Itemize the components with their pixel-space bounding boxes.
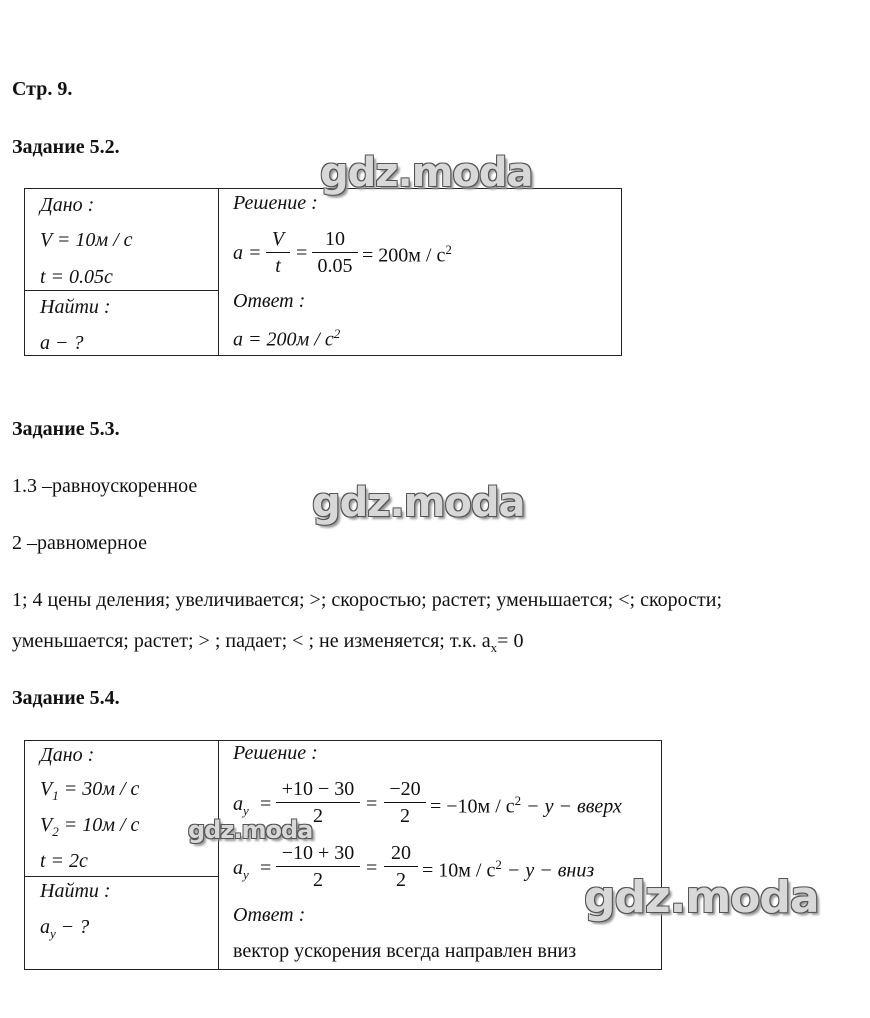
result-exponent: 2 (495, 857, 502, 872)
given-time: t = 0.05с (40, 266, 113, 288)
fraction-numerator: V (271, 228, 285, 250)
row-divider (24, 876, 218, 877)
fraction-denominator: 0.05 (317, 255, 353, 277)
answer-value (233, 326, 340, 352)
line-4-text: уменьшается; растет; > ; падает; < ; не изменяется; т.к. a (12, 630, 491, 652)
watermark-4: gdz.moda (584, 872, 819, 923)
find-label: Найти : (40, 296, 111, 318)
eq2-lhs (233, 857, 249, 883)
task-5-3-title: Задание 5.3. (12, 418, 120, 440)
fraction-numerator: −20 (389, 778, 421, 800)
given-label: Дано : (40, 744, 95, 766)
fraction-numerator: 20 (391, 842, 411, 864)
task-5-2-title: Задание 5.2. (12, 136, 120, 158)
fraction-bar (384, 802, 426, 803)
fraction-numerator: −10 + 30 (281, 842, 355, 864)
column-divider (218, 188, 219, 356)
fraction-denominator: 2 (313, 869, 323, 891)
var: a (40, 916, 50, 938)
task-5-3-line-4 (12, 630, 523, 656)
fraction-bar (312, 252, 358, 253)
result-text: = −10м / с (430, 795, 515, 818)
eq2-fraction-1 (276, 842, 360, 891)
fraction-numerator: 10 (325, 228, 345, 250)
answer-label: Ответ : (233, 904, 306, 926)
sub: 2 (52, 824, 59, 839)
sub: y (50, 926, 56, 941)
lhs-sub: y (243, 803, 249, 818)
fraction-bar (266, 252, 290, 253)
answer-exponent: 2 (333, 326, 341, 341)
given-v2 (40, 814, 139, 840)
answer-label: Ответ : (233, 290, 306, 312)
watermark-2: gdz.moda (312, 480, 525, 526)
rest: = 10м / с (63, 814, 140, 836)
given-v1 (40, 778, 139, 804)
rest: − ? (60, 916, 90, 938)
column-divider (218, 740, 219, 970)
task-5-3-line-2: 2 –равномерное (12, 532, 147, 554)
result-text: = 200м / с (362, 244, 446, 267)
lhs-var: a (233, 793, 243, 815)
lhs-var: a (233, 857, 243, 879)
var: V (40, 778, 53, 800)
sub: 1 (52, 788, 59, 803)
watermark-3: gdz.moda (188, 816, 313, 844)
task-5-3-line-1: 1.3 –равноускоренное (12, 475, 198, 497)
find-value (40, 916, 89, 942)
fraction-denominator: 2 (400, 805, 410, 827)
given-time: t = 2с (40, 850, 88, 872)
task-5-3-line-3: 1; 4 цены деления; увеличивается; >; скоростью; растет; уменьшается; <; скорости; (12, 589, 723, 611)
fraction-denominator: t (275, 255, 281, 277)
eq2-result (422, 857, 594, 883)
formula-result (362, 242, 452, 268)
eq1-result (430, 793, 622, 819)
given-label: Дано : (40, 194, 95, 216)
given-velocity: V = 10м / с (40, 229, 133, 251)
lhs-sub: y (243, 867, 249, 882)
fraction-denominator: 2 (313, 805, 323, 827)
solution-label: Решение : (233, 742, 318, 764)
eq2-equals-2: = (366, 857, 378, 879)
result-direction: − y − вверх (526, 795, 622, 818)
row-divider (24, 290, 218, 291)
answer-text: a = 200м / с (233, 328, 334, 351)
result-exponent: 2 (445, 242, 452, 257)
page-label: Стр. 9. (12, 78, 73, 100)
fraction-v-over-t (266, 228, 290, 277)
watermark-1: gdz.moda (320, 150, 533, 196)
answer-value: вектор ускорения всегда направлен вниз (233, 940, 577, 962)
result-exponent: 2 (514, 793, 522, 808)
line-4-end: = 0 (497, 630, 524, 652)
eq2-equals: = (260, 857, 272, 879)
result-direction: − y − вниз (506, 859, 595, 882)
fraction-denominator: 2 (396, 869, 406, 891)
fraction-10-over-005 (312, 228, 358, 277)
fraction-bar (276, 802, 360, 803)
eq1-equals-2: = (366, 793, 378, 815)
fraction-bar (384, 866, 418, 867)
find-value: a − ? (40, 332, 84, 354)
eq2-fraction-2 (384, 842, 418, 891)
fraction-numerator: +10 − 30 (281, 778, 355, 800)
formula-equals: = (296, 242, 308, 264)
formula-lhs: a = (233, 242, 262, 264)
result-text: = 10м / с (422, 859, 496, 882)
line-4-subscript: x (490, 640, 498, 655)
rest: = 30м / с (63, 778, 140, 800)
solution-label: Решение : (233, 192, 318, 214)
fraction-bar (276, 866, 360, 867)
eq1-equals: = (260, 793, 272, 815)
var: V (40, 814, 53, 836)
task-5-4-title: Задание 5.4. (12, 687, 120, 709)
eq1-fraction-2 (384, 778, 426, 827)
find-label: Найти : (40, 880, 111, 902)
